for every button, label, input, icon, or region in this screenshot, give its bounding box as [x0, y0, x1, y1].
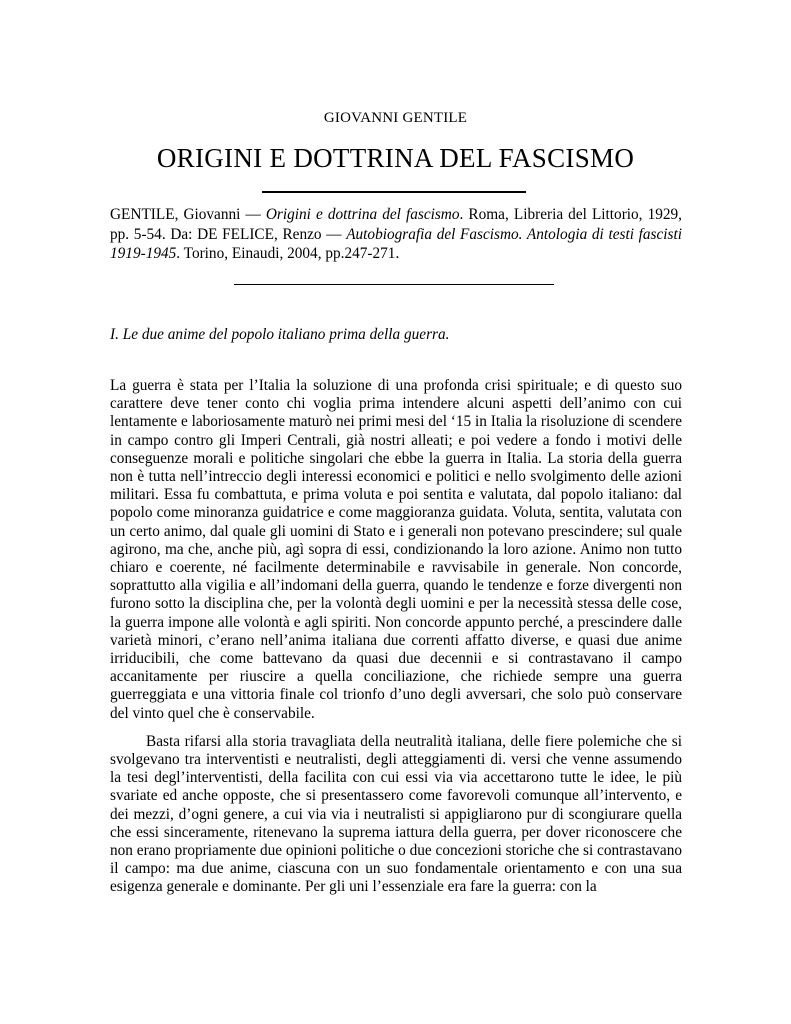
paragraph: La guerra è stata per l’Italia la soluzione di una profonda crisi spirituale; e di questo suo carattere deve tener conto chi voglia prima intendere alcuni aspetti dell’animo con cui lentamente e laboriosamente maturò nei primi mesi del ‘15 in Italia la risoluzione di scendere in campo contro gli Imperi Centrali, già nostri alleati; e poi vedere a fondo i motivi delle conseguenze morali e politiche singolari che ebbe la guerra in Italia. La storia della guerra non è tutta nell’intreccio degli interessi economici e politici e nello svolgimento delle azioni militari. Essa fu combattuta, e prima voluta e poi sentita e valutata, dal popolo italiano: dal popolo come minoranza guidatrice e come maggioranza guidata. Voluta, sentita, valutata con un certo animo, dal quale gli uomini di Stato e i generali non potevano prescindere; sul quale agirono, ma che, anche più, agì sopra di essi, condizionando la loro azione. Animo non tutto chiaro e coerente, né facilmente determinabile e ravvisabile in generale. Non concorde, soprattutto alla vigilia e all’indomani della guerra, quando le tendenze e forze divergenti non furono sotto la disciplina che, per la volontà degli uomini e per la necessità stessa delle cose, la guerra impone alle volontà e agli spiriti. Non concorde appunto perché, a prescindere dalle varietà minori, c’erano nell’anima italiana due correnti affatto diverse, e quasi due anime irriducibili, che come battevano da quasi due decennii e si contrastavano il campo accanitamente per riuscire a quella conciliazione, che richiede sempre una guerra guerreggiata e una vittoria finale col trionfo d’uno degli avversari, che solo può conservare del vinto quel che è conservabile. — [110, 377, 682, 722]
separator-line — [234, 284, 554, 285]
citation-text: GENTILE, Giovanni — — [110, 206, 266, 223]
title-underline — [262, 191, 526, 193]
section-heading: I. Le due anime del popolo italiano prima della guerra. — [110, 326, 450, 343]
citation-work-title: Origini e dottrina del fascismo — [265, 206, 460, 223]
citation-text: . Roma, Libreria del Littorio, 1929, pp. 5-54. Da: DE FELICE, Renzo — — [110, 206, 682, 243]
citation-text: . Torino, Einaudi, 2004, pp.247-271. — [176, 245, 400, 262]
citation-anthology-title: Autobiografia del Fascismo. Antologia di testi fascisti 1919-1945 — [110, 225, 682, 262]
paragraph: Basta rifarsi alla storia travagliata della neutralità italiana, delle fiere polemiche che si svolgevano tra interventisti e neutralisti, degli atteggiamenti di. versi che venne assumendo la tesi degl’interventisti, della facilita con cui essi via via accettarono tutte le idee, le più svariate ed anche opposte, che si presentassero come favorevoli comunque all’intervento, e dei mezzi, d’ogni genere, a cui via via i neutralisti si appigliarono pur di scongiurare quella che essi sinceramente, ritenevano la suprema iattura della guerra, per dover riconoscere che non erano propriamente due opinioni politiche o due concezioni storiche che si contrastavano il campo: ma due anime, ciascuna con un suo fondamentale orientamento e con una sua esigenza generale e dominante. Per gli uni l’essenziale era fare la guerra: con la — [110, 732, 682, 896]
bibliographic-citation — [110, 205, 682, 264]
author-name: GIOVANNI GENTILE — [323, 110, 468, 126]
body-text — [110, 377, 682, 897]
document-title: ORIGINI E DOTTRINA DEL FASCISMO — [156, 143, 635, 173]
